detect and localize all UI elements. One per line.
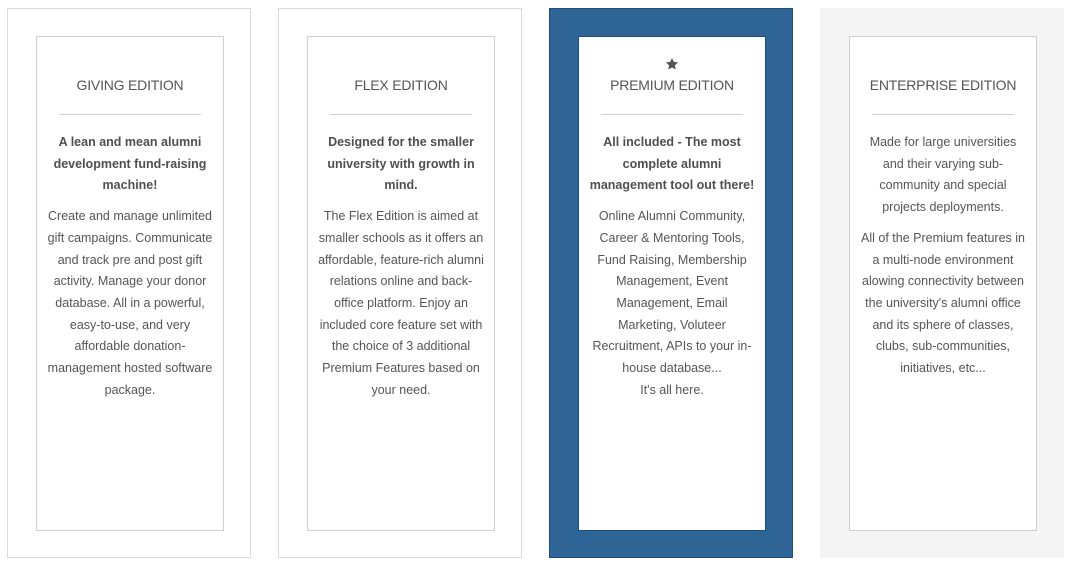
edition-body xyxy=(860,132,1026,380)
edition-title: GIVING EDITION xyxy=(76,77,184,93)
edition-description: All of the Premium features in a multi-node environment alowing connectivity between the university's alumni office and its sphere of classes, clubs, sub-communities, initiatives, etc... xyxy=(861,230,1025,376)
edition-card-inner xyxy=(307,36,495,531)
edition-card-inner xyxy=(849,36,1037,531)
star-icon xyxy=(579,57,765,73)
title-divider xyxy=(330,114,472,115)
edition-tagline: A lean and mean alumni development fund-raising machine! xyxy=(53,135,207,193)
edition-body xyxy=(318,132,484,401)
edition-card-inner xyxy=(36,36,224,531)
edition-card-enterprise[interactable] xyxy=(820,8,1064,558)
edition-card-flex[interactable] xyxy=(278,8,522,558)
edition-card-premium[interactable] xyxy=(549,8,793,558)
edition-description-text: Online Alumni Community, Career & Mentoring Tools, Fund Raising, Membership Management, Event Management, Email Marketing, Voluteer Recruitment, APIs to your in-house database... xyxy=(592,209,752,376)
edition-card-giving[interactable] xyxy=(7,8,251,558)
title-divider xyxy=(872,114,1014,115)
edition-card-inner xyxy=(578,36,766,531)
edition-footer-text: It's all here. xyxy=(640,382,704,397)
title-divider xyxy=(59,114,201,115)
edition-body xyxy=(589,132,755,401)
edition-body xyxy=(47,132,213,401)
edition-title: PREMIUM EDITION xyxy=(610,77,734,93)
edition-tagline: Designed for the smaller university with growth in mind. xyxy=(327,135,475,193)
edition-description: Create and manage unlimited gift campaigns. Communicate and track pre and post gift activity. Manage your donor database. All in a powerful, easy-to-use, and very affordable donation-management hosted software package. xyxy=(47,209,213,397)
edition-intro: Made for large universities and their varying sub-community and special projects deployments. xyxy=(869,135,1017,215)
edition-title: ENTERPRISE EDITION xyxy=(869,77,1017,93)
edition-description xyxy=(589,206,755,401)
title-divider xyxy=(601,114,743,115)
edition-tagline: All included - The most complete alumni management tool out there! xyxy=(589,135,755,193)
edition-description: The Flex Edition is aimed at smaller schools as it offers an affordable, feature-rich alumni relations online and back-office platform. Enjoy an included core feature set with the choice of 3 additional Premium Features based on your need. xyxy=(318,209,484,397)
edition-title: FLEX EDITION xyxy=(354,77,448,93)
